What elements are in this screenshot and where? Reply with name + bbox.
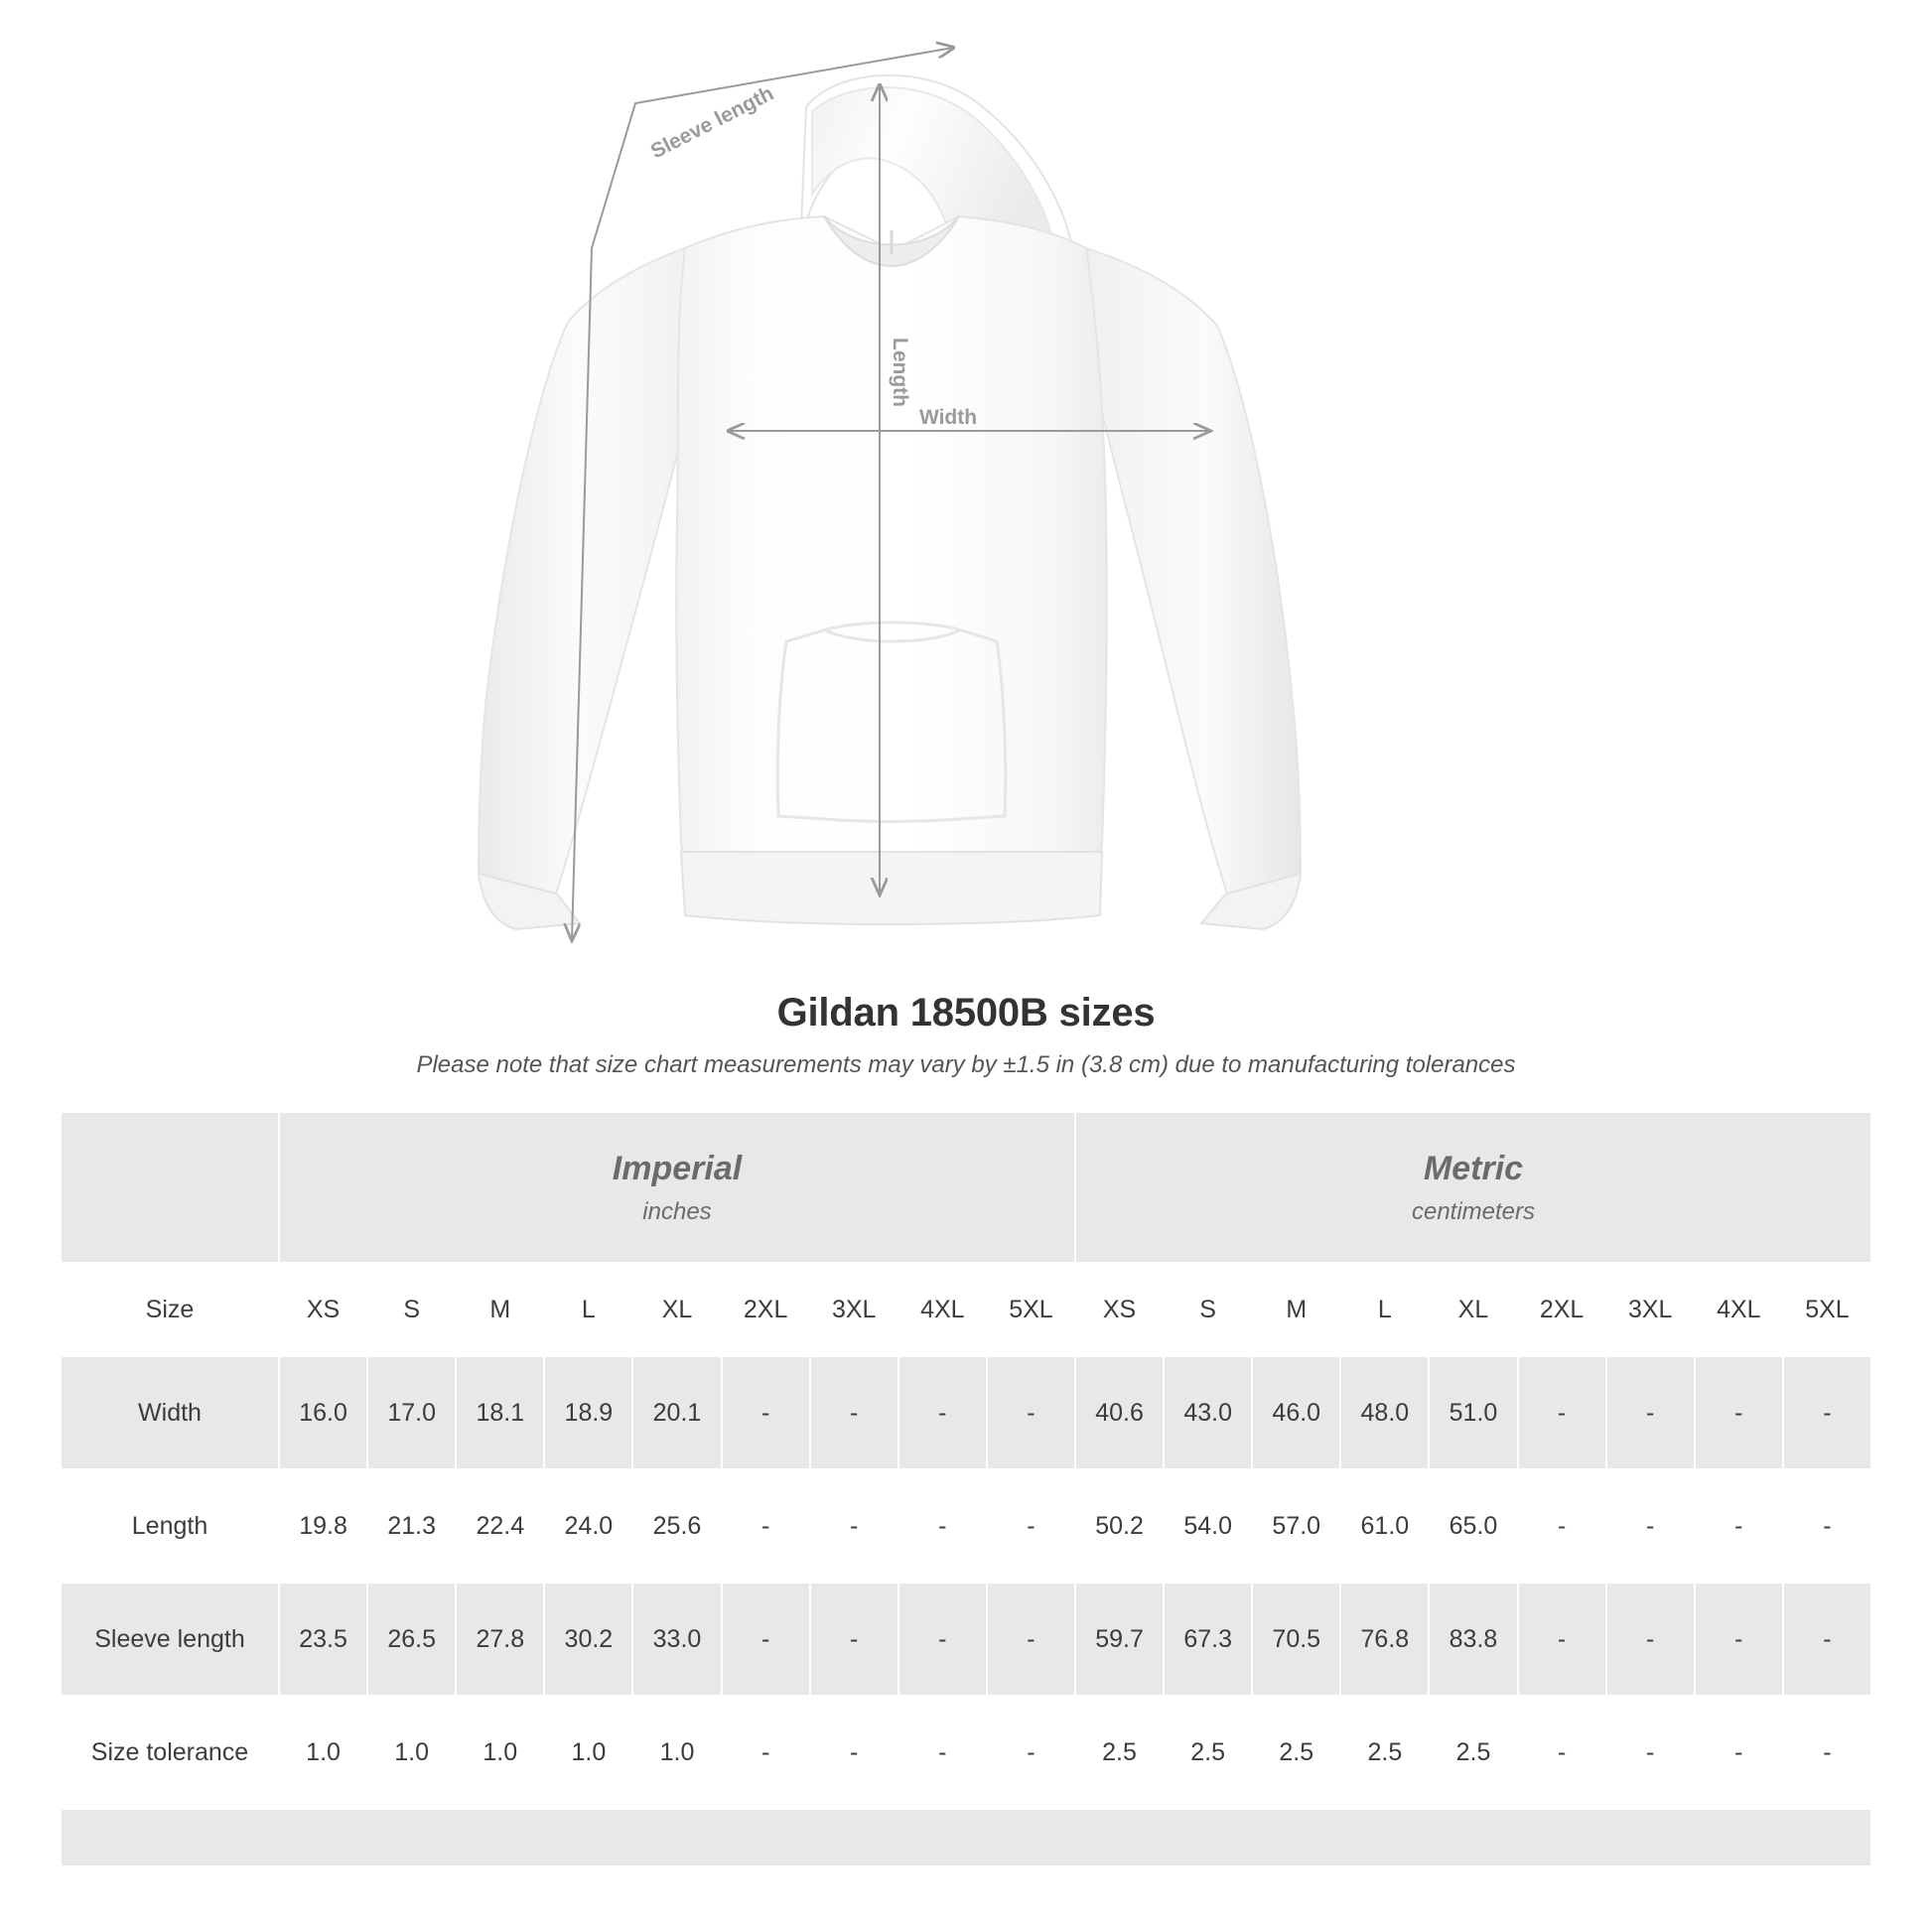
size-header-cell: S xyxy=(1164,1263,1252,1356)
table-cell: 22.4 xyxy=(456,1469,544,1583)
size-header-cell: XL xyxy=(1429,1263,1517,1356)
table-cell: 24.0 xyxy=(544,1469,632,1583)
table-cell: - xyxy=(810,1469,898,1583)
table-cell: 43.0 xyxy=(1164,1356,1252,1469)
size-table-wrap xyxy=(60,1111,1872,1867)
row-label: Width xyxy=(61,1356,279,1469)
table-cell: 1.0 xyxy=(632,1696,721,1809)
page-title: Gildan 18500B sizes xyxy=(776,991,1156,1035)
table-cell: - xyxy=(722,1469,810,1583)
size-header-cell: 5XL xyxy=(987,1263,1075,1356)
row-label: Sleeve length xyxy=(61,1583,279,1696)
table-cell: 33.0 xyxy=(632,1583,721,1696)
sleeve-length-label: Sleeve length xyxy=(646,81,777,164)
row-label: Length xyxy=(61,1469,279,1583)
table-cell: - xyxy=(1695,1583,1783,1696)
size-header-cell: 3XL xyxy=(1606,1263,1695,1356)
unit-metric-name: Metric xyxy=(1423,1149,1524,1187)
table-cell: - xyxy=(810,1696,898,1809)
table-cell: - xyxy=(1783,1583,1871,1696)
table-cell: - xyxy=(987,1356,1075,1469)
table-cell: 2.5 xyxy=(1252,1696,1340,1809)
size-header-row xyxy=(61,1263,1871,1356)
table-cell: 61.0 xyxy=(1340,1469,1429,1583)
table-cell: - xyxy=(987,1696,1075,1809)
table-cell: - xyxy=(898,1469,987,1583)
table-cell: - xyxy=(1518,1469,1606,1583)
table-cell: 67.3 xyxy=(1164,1583,1252,1696)
size-header-cell: 5XL xyxy=(1783,1263,1871,1356)
table-cell: 2.5 xyxy=(1164,1696,1252,1809)
table-cell: - xyxy=(1606,1356,1695,1469)
table-cell: - xyxy=(810,1583,898,1696)
table-cell: 57.0 xyxy=(1252,1469,1340,1583)
table-cell: 18.1 xyxy=(456,1356,544,1469)
table-cell: - xyxy=(1518,1583,1606,1696)
table-cell: 50.2 xyxy=(1075,1469,1164,1583)
table-row xyxy=(61,1356,1871,1469)
table-cell: 1.0 xyxy=(456,1696,544,1809)
table-cell: - xyxy=(1783,1696,1871,1809)
size-header-cell: 4XL xyxy=(1695,1263,1783,1356)
table-row xyxy=(61,1583,1871,1696)
table-cell: - xyxy=(810,1356,898,1469)
size-header-cell: 2XL xyxy=(1518,1263,1606,1356)
title-block xyxy=(0,991,1932,1079)
table-cell: 16.0 xyxy=(279,1356,367,1469)
table-cell: 23.5 xyxy=(279,1583,367,1696)
table-row xyxy=(61,1696,1871,1809)
table-cell: 76.8 xyxy=(1340,1583,1429,1696)
table-cell: 26.5 xyxy=(367,1583,456,1696)
unit-header-metric xyxy=(1075,1112,1871,1263)
table-cell: - xyxy=(1518,1696,1606,1809)
size-header-cell: XS xyxy=(279,1263,367,1356)
table-cell: 2.5 xyxy=(1340,1696,1429,1809)
table-cell: 21.3 xyxy=(367,1469,456,1583)
table-cell: 17.0 xyxy=(367,1356,456,1469)
row-label: Size tolerance xyxy=(61,1696,279,1809)
size-header-cell: 2XL xyxy=(722,1263,810,1356)
table-cell: 1.0 xyxy=(544,1696,632,1809)
table-cell: - xyxy=(1695,1356,1783,1469)
width-label: Width xyxy=(918,406,978,429)
table-cell: 54.0 xyxy=(1164,1469,1252,1583)
table-cell: - xyxy=(898,1696,987,1809)
unit-imperial-name: Imperial xyxy=(612,1149,743,1187)
size-header-cell: 3XL xyxy=(810,1263,898,1356)
table-cell: 83.8 xyxy=(1429,1583,1517,1696)
table-cell: - xyxy=(1518,1356,1606,1469)
unit-header-row xyxy=(61,1112,1871,1263)
table-cell: 19.8 xyxy=(279,1469,367,1583)
table-cell: 65.0 xyxy=(1429,1469,1517,1583)
table-cell: - xyxy=(722,1696,810,1809)
table-cell: 18.9 xyxy=(544,1356,632,1469)
size-header-label: Size xyxy=(61,1263,279,1356)
size-header-cell: 4XL xyxy=(898,1263,987,1356)
table-cell: - xyxy=(1606,1696,1695,1809)
table-cell: - xyxy=(898,1583,987,1696)
size-header-cell: XS xyxy=(1075,1263,1164,1356)
table-cell: - xyxy=(1783,1469,1871,1583)
table-cell: 51.0 xyxy=(1429,1356,1517,1469)
size-header-cell: M xyxy=(1252,1263,1340,1356)
table-cell: 2.5 xyxy=(1075,1696,1164,1809)
unit-header-imperial xyxy=(279,1112,1075,1263)
table-cell: 46.0 xyxy=(1252,1356,1340,1469)
table-cell: 2.5 xyxy=(1429,1696,1517,1809)
table-cell: - xyxy=(722,1583,810,1696)
table-cell: 40.6 xyxy=(1075,1356,1164,1469)
size-header-cell: XL xyxy=(632,1263,721,1356)
size-header-cell: M xyxy=(456,1263,544,1356)
size-header-cell: L xyxy=(544,1263,632,1356)
table-footer-spacer xyxy=(61,1809,1871,1866)
tolerance-note: Please note that size chart measurements may vary by ±1.5 in (3.8 cm) due to manufacturing tolerances xyxy=(416,1051,1516,1078)
table-cell: 27.8 xyxy=(456,1583,544,1696)
table-cell: - xyxy=(987,1583,1075,1696)
table-cell: 48.0 xyxy=(1340,1356,1429,1469)
table-cell: - xyxy=(1695,1469,1783,1583)
size-table xyxy=(60,1111,1872,1867)
size-header-cell: S xyxy=(367,1263,456,1356)
table-cell: - xyxy=(987,1469,1075,1583)
table-row xyxy=(61,1469,1871,1583)
table-footer-row xyxy=(61,1809,1871,1866)
table-cell: 30.2 xyxy=(544,1583,632,1696)
table-cell: - xyxy=(1783,1356,1871,1469)
table-cell: 59.7 xyxy=(1075,1583,1164,1696)
table-cell: - xyxy=(1606,1583,1695,1696)
table-cell: 1.0 xyxy=(367,1696,456,1809)
table-cell: - xyxy=(1695,1696,1783,1809)
unit-metric-sub: centimeters xyxy=(1411,1197,1536,1225)
size-header-cell: L xyxy=(1340,1263,1429,1356)
table-cell: 25.6 xyxy=(632,1469,721,1583)
hoodie-graphic xyxy=(479,75,1301,929)
table-cell: 20.1 xyxy=(632,1356,721,1469)
unit-imperial-sub: inches xyxy=(642,1197,712,1225)
unit-header-blank xyxy=(61,1112,279,1263)
table-cell: - xyxy=(722,1356,810,1469)
table-cell: - xyxy=(898,1356,987,1469)
table-cell: 70.5 xyxy=(1252,1583,1340,1696)
length-label: Length xyxy=(889,338,911,407)
table-cell: - xyxy=(1606,1469,1695,1583)
table-cell: 1.0 xyxy=(279,1696,367,1809)
